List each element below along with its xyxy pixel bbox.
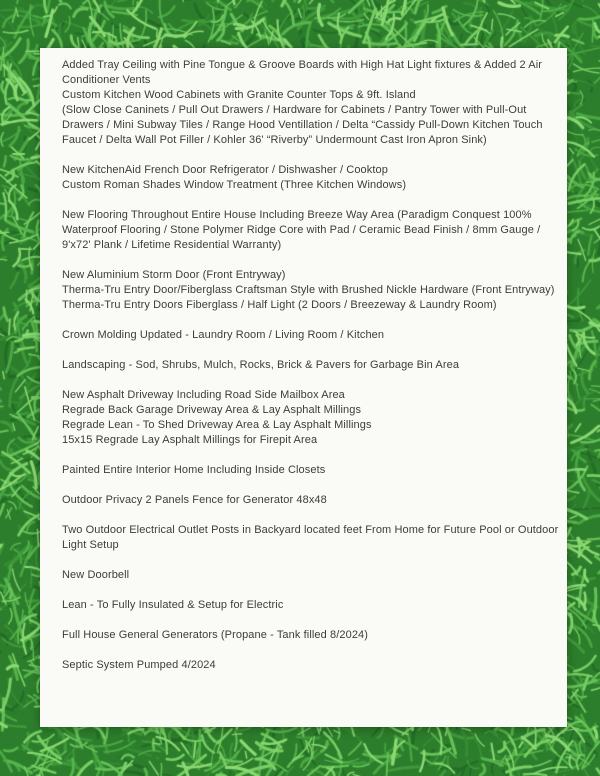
text-line: Conditioner Vents (62, 74, 151, 86)
text-line: Therma-Tru Entry Doors Fiberglass / Half Light (2 Doors / Breezeway & Laundry Room) (62, 299, 497, 311)
paragraph (62, 208, 549, 253)
paragraph (62, 328, 549, 343)
paragraph (62, 493, 549, 508)
text-line: Added Tray Ceiling with Pine Tongue & Groove Boards with High Hat Light fixtures & Added 2 Air (62, 59, 543, 71)
text-line: Faucet / Delta Wall Pot Filler / Kohler 36' “Riverby” Undermount Cast Iron Apron Sink) (62, 134, 487, 146)
text-line: Custom Kitchen Wood Cabinets with Granite Counter Tops & 9ft. Island (62, 89, 416, 101)
paragraph (62, 358, 549, 373)
text-line: New Asphalt Driveway Including Road Side Mailbox Area (62, 389, 345, 401)
text-line: Waterproof Flooring / Stone Polymer Ridge Core with Pad / Ceramic Bead Finish / 8mm Gauge / (62, 224, 541, 236)
text-line: 15x15 Regrade Lay Asphalt Millings for Firepit Area (62, 434, 318, 446)
text-line: Lean - To Fully Insulated & Setup for Electric (62, 599, 284, 611)
text-line: Drawers / Mini Subway Tiles / Range Hood Ventillation / Delta “Cassidy Pull-Down Kitchen Touch (62, 119, 543, 131)
text-line: Regrade Lean - To Shed Driveway Area & Lay Asphalt Millings (62, 419, 372, 431)
text-line: Custom Roman Shades Window Treatment (Three Kitchen Windows) (62, 179, 407, 191)
paragraph (62, 568, 549, 583)
text-line: Crown Molding Updated - Laundry Room / Living Room / Kitchen (62, 329, 385, 341)
text-line: 9'x72' Plank / Lifetime Residential Warranty) (62, 239, 282, 251)
text-line: Landscaping - Sod, Shrubs, Mulch, Rocks, Brick & Pavers for Garbage Bin Area (62, 359, 460, 371)
text-line: Full House General Generators (Propane - Tank filled 8/2024) (62, 629, 369, 641)
text-line: (Slow Close Caninets / Pull Out Drawers / Hardware for Cabinets / Pantry Tower with Pull-Out (62, 104, 527, 116)
paragraph (62, 658, 549, 673)
paragraph (62, 163, 549, 193)
paragraph (62, 268, 555, 313)
text-line: New KitchenAid French Door Refrigerator / Dishwasher / Cooktop (62, 164, 388, 176)
document-page (40, 48, 567, 727)
paragraph (62, 58, 549, 148)
text-line: Septic System Pumped 4/2024 (62, 659, 216, 671)
paragraph (62, 628, 549, 643)
text-line: Light Setup (62, 539, 119, 551)
text-line: Therma-Tru Entry Door/Fiberglass Craftsman Style with Brushed Nickle Hardware (Front Entryway) (62, 284, 555, 296)
text-line: New Doorbell (62, 569, 130, 581)
text-line: Outdoor Privacy 2 Panels Fence for Generator 48x48 (62, 494, 327, 506)
text-line: Regrade Back Garage Driveway Area & Lay Asphalt Millings (62, 404, 362, 416)
text-line: Painted Entire Interior Home Including Inside Closets (62, 464, 326, 476)
document-content (40, 48, 567, 673)
text-line: Two Outdoor Electrical Outlet Posts in Backyard located feet From Home for Future Pool or Outdoor (62, 524, 559, 536)
paragraph (62, 598, 549, 613)
paragraph (62, 523, 559, 553)
paragraph (62, 388, 549, 448)
paragraph (62, 463, 549, 478)
text-line: New Flooring Throughout Entire House Including Breeze Way Area (Paradigm Conquest 100% (62, 209, 532, 221)
text-line: New Aluminium Storm Door (Front Entryway) (62, 269, 286, 281)
